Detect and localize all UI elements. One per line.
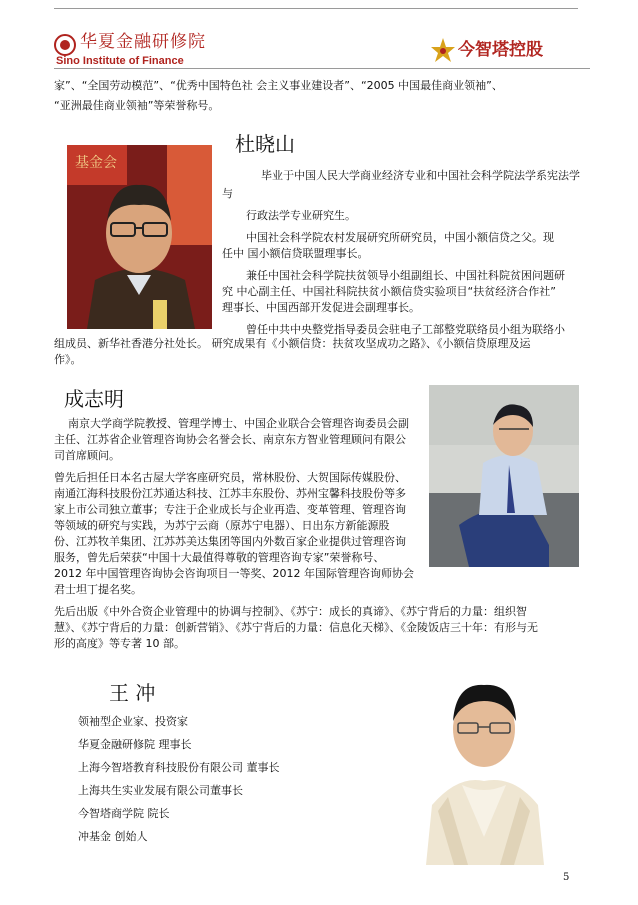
- du-line-2: 与: [222, 187, 233, 200]
- wang-line-2: 华夏金融研修院 理事长: [78, 738, 192, 751]
- du-line-4: 中国社会科学院农村发展研究所研究员，中国小额信贷之父。现: [246, 231, 554, 244]
- jinzhita-logo: [430, 35, 580, 65]
- du-xiaoshan-name: 杜晓山: [235, 132, 295, 156]
- page-header: [54, 30, 590, 70]
- photo-banner-text: 基金会: [75, 155, 117, 171]
- du-line-7: 究 中心副主任、中国社科院扶贫小额信贷实验项目“扶贫经济合作社”: [222, 285, 556, 298]
- cheng-line-11: 君士坦丁提名奖。: [54, 583, 142, 596]
- du-xiaoshan-photo: [67, 145, 212, 329]
- du-line-6: 兼任中国社会科学院扶贫领导小组副组长、中国社科院贫困问题研: [246, 269, 565, 282]
- cheng-line-5: 南通江海科技股份江苏通达科技、江苏丰东股份、苏州宝馨科技股份等多: [54, 487, 406, 500]
- right-logo-text: 今智塔控股: [458, 40, 543, 60]
- seal-icon: [54, 34, 76, 56]
- logo-en-text: Sino Institute of Finance: [56, 55, 184, 67]
- top-rule: [54, 8, 578, 9]
- du-line-8: 理事长、中国西部开发促进会副理事长。: [222, 301, 420, 314]
- sino-institute-logo: [54, 30, 274, 70]
- du-line-9: 曾任中共中央整党指导委员会驻电子工部整党联络员小组为联络小: [246, 323, 565, 336]
- cheng-zhiming-name: 成志明: [64, 387, 124, 411]
- du-line-1: 毕业于中国人民大学商业经济专业和中国社会科学院法学系宪法学: [261, 169, 580, 182]
- intro-line-1: 家”、“全国劳动模范”、“优秀中国特色社 会主义事业建设者”、“2005 中国最佳商业领袖”、: [54, 79, 503, 92]
- cheng-line-3: 司首席顾问。: [54, 449, 120, 462]
- cheng-line-2: 主任、江苏省企业管理咨询协会名誉会长、南京东方智业管理顾问有限公: [54, 433, 406, 446]
- header-rule: [54, 68, 590, 69]
- page-number: 5: [563, 872, 570, 883]
- cheng-line-13: 慧》、《苏宁背后的力量：创新营销》、《苏宁背后的力量：信息化天梯》、《金陵饭店三十年：有形与无: [54, 621, 538, 634]
- cheng-line-9: 服务，曾先后荣获“中国十大最值得尊敬的管理咨询专家”荣誉称号、: [54, 551, 385, 564]
- cheng-line-14: 形的高度》等专著 10 部。: [54, 637, 185, 650]
- cheng-zhiming-photo: [429, 385, 579, 567]
- wang-line-1: 领袖型企业家、投资家: [78, 715, 188, 728]
- cheng-line-10: 2012 年中国管理咨询协会咨询项目一等奖、2012 年国际管理咨询师协会: [54, 567, 414, 580]
- du-line-10: 组成员、新华社香港分社处长。 研究成果有《小额信贷：扶贫攻坚成功之路》、《小额信贷原理及运: [54, 337, 531, 350]
- logo-cn-text: 华夏金融研修院: [80, 32, 206, 52]
- wang-chong-name: 王 冲: [109, 681, 156, 705]
- du-line-5: 任中 国小额信贷联盟理事长。: [222, 247, 369, 260]
- cheng-line-12: 先后出版《中外合资企业管理中的协调与控制》、《苏宁：成长的真谛》、《苏宁背后的力量：组织智: [54, 605, 527, 618]
- cheng-line-1: 南京大学商学院教授、管理学博士、中国企业联合会管理咨询委员会副: [68, 417, 409, 430]
- wang-line-5: 今智塔商学院 院长: [78, 807, 170, 820]
- wang-chong-photo: [418, 677, 549, 865]
- cheng-line-7: 等领域的研究与实践，为苏宁云商（原苏宁电器）、日出东方新能源股: [54, 519, 390, 532]
- cheng-line-6: 家上市公司独立董事；专注于企业成长与企业再造、变革管理、管理咨询: [54, 503, 406, 516]
- wang-line-4: 上海共生实业发展有限公司董事长: [78, 784, 243, 797]
- cheng-line-8: 份、江苏牧羊集团、江苏苏美达集团等国内外数百家企业提供过管理咨询: [54, 535, 406, 548]
- du-line-3: 行政法学专业研究生。: [246, 209, 356, 222]
- wang-line-6: 冲基金 创始人: [78, 830, 148, 843]
- du-line-11: 作》。: [54, 353, 82, 366]
- cheng-line-4: 曾先后担任日本名古屋大学客座研究员，常林股份、大贺国际传媒股份、: [54, 471, 406, 484]
- wang-line-3: 上海今智塔教育科技股份有限公司 董事长: [78, 761, 280, 774]
- intro-line-2: “亚洲最佳商业领袖”等荣誉称号。: [54, 99, 220, 112]
- star-logo-icon: [430, 37, 456, 63]
